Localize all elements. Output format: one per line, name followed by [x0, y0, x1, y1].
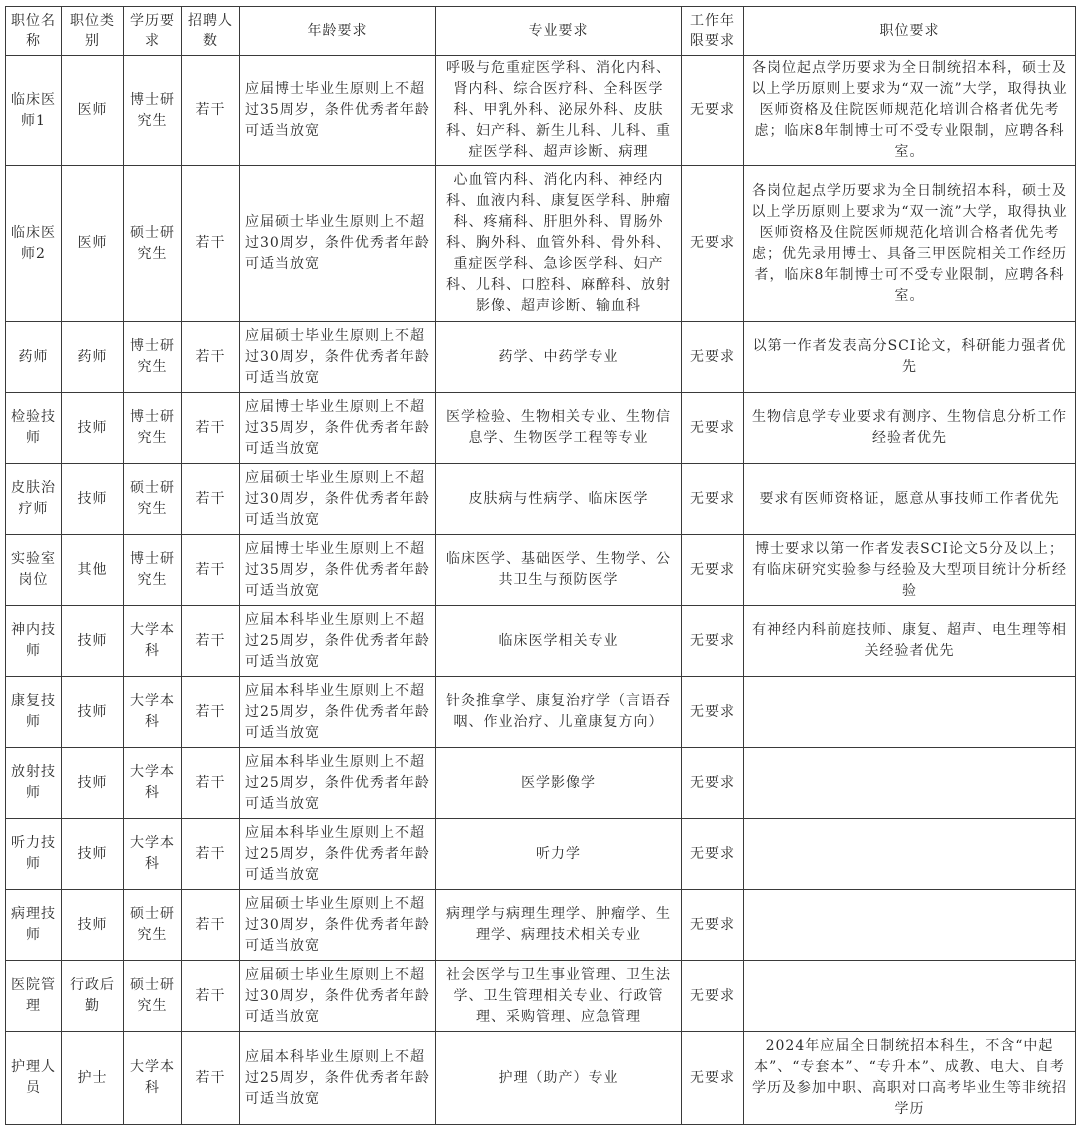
cell-experience-requirement: 无要求: [682, 961, 744, 1032]
cell-experience-requirement: 无要求: [682, 819, 744, 890]
cell-experience-requirement: 无要求: [682, 166, 744, 322]
cell-position-requirements: 生物信息学专业要求有测序、生物信息分析工作经验者优先: [744, 393, 1076, 464]
cell-position-category: 医师: [62, 56, 124, 166]
cell-position-requirements: [744, 748, 1076, 819]
table-row: [6, 1032, 1076, 1125]
header-position-category: 职位类别: [62, 7, 124, 56]
cell-position-requirements: 各岗位起点学历要求为全日制统招本科，硕士及以上学历原则上要求为“双一流”大学，取得执业医师资格及住院医师规范化培训合格者优先考虑；优先录用博士、具备三甲医院相关工作经历者，临床8年制博士可不受专业限制，应聘各科室。: [744, 166, 1076, 322]
cell-age-requirement: 应届本科毕业生原则上不超过25周岁，条件优秀者年龄可适当放宽: [240, 819, 436, 890]
cell-experience-requirement: 无要求: [682, 1032, 744, 1125]
header-experience-requirement: 工作年限要求: [682, 7, 744, 56]
cell-position-name: 医院管理: [6, 961, 62, 1032]
cell-age-requirement: 应届本科毕业生原则上不超过25周岁，条件优秀者年龄可适当放宽: [240, 748, 436, 819]
cell-position-category: 技师: [62, 677, 124, 748]
header-row: [6, 7, 1076, 56]
cell-experience-requirement: 无要求: [682, 393, 744, 464]
cell-major-requirement: 心血管内科、消化内科、神经内科、血液内科、康复医学科、肿瘤科、疼痛科、肝胆外科、胃肠外科、胸外科、血管外科、骨外科、重症医学科、急诊医学科、妇产科、儿科、口腔科、麻醉科、放射影像、超声诊断、输血科: [436, 166, 682, 322]
table-row: [6, 166, 1076, 322]
table-body: [6, 56, 1076, 1125]
cell-major-requirement: 临床医学、基础医学、生物学、公共卫生与预防医学: [436, 535, 682, 606]
cell-position-category: 技师: [62, 464, 124, 535]
cell-hiring-count: 若干: [182, 961, 240, 1032]
cell-position-requirements: 以第一作者发表高分SCI论文，科研能力强者优先: [744, 322, 1076, 393]
header-hiring-count: 招聘人数: [182, 7, 240, 56]
cell-hiring-count: 若干: [182, 535, 240, 606]
cell-position-category: 技师: [62, 393, 124, 464]
cell-position-requirements: 要求有医师资格证，愿意从事技师工作者优先: [744, 464, 1076, 535]
cell-hiring-count: 若干: [182, 56, 240, 166]
table-row: [6, 464, 1076, 535]
cell-position-name: 神内技师: [6, 606, 62, 677]
cell-position-category: 技师: [62, 819, 124, 890]
cell-major-requirement: 针灸推拿学、康复治疗学（言语吞咽、作业治疗、儿童康复方向）: [436, 677, 682, 748]
cell-major-requirement: 医学检验、生物相关专业、生物信息学、生物医学工程等专业: [436, 393, 682, 464]
cell-hiring-count: 若干: [182, 1032, 240, 1125]
table-row: [6, 961, 1076, 1032]
cell-experience-requirement: 无要求: [682, 535, 744, 606]
cell-experience-requirement: 无要求: [682, 890, 744, 961]
cell-position-requirements: [744, 819, 1076, 890]
cell-position-category: 技师: [62, 748, 124, 819]
cell-position-requirements: 2024年应届全日制统招本科生，不含“中起本”、“专套本”、“专升本”、成教、电大、自考学历及参加中职、高职对口高考毕业生等非统招学历: [744, 1032, 1076, 1125]
cell-age-requirement: 应届博士毕业生原则上不超过35周岁，条件优秀者年龄可适当放宽: [240, 393, 436, 464]
cell-position-category: 行政后勤: [62, 961, 124, 1032]
cell-experience-requirement: 无要求: [682, 677, 744, 748]
cell-position-name: 放射技师: [6, 748, 62, 819]
cell-age-requirement: 应届硕士毕业生原则上不超过30周岁，条件优秀者年龄可适当放宽: [240, 890, 436, 961]
cell-position-name: 病理技师: [6, 890, 62, 961]
cell-age-requirement: 应届硕士毕业生原则上不超过30周岁，条件优秀者年龄可适当放宽: [240, 166, 436, 322]
cell-major-requirement: 听力学: [436, 819, 682, 890]
cell-experience-requirement: 无要求: [682, 56, 744, 166]
cell-education: 硕士研究生: [124, 961, 182, 1032]
cell-position-category: 技师: [62, 890, 124, 961]
cell-position-category: 技师: [62, 606, 124, 677]
cell-education: 大学本科: [124, 748, 182, 819]
table-row: [6, 677, 1076, 748]
cell-major-requirement: 呼吸与危重症医学科、消化内科、肾内科、综合医疗科、全科医学科、甲乳外科、泌尿外科、皮肤科、妇产科、新生儿科、儿科、重症医学科、超声诊断、病理: [436, 56, 682, 166]
cell-education: 大学本科: [124, 606, 182, 677]
header-major-requirement: 专业要求: [436, 7, 682, 56]
cell-age-requirement: 应届本科毕业生原则上不超过25周岁，条件优秀者年龄可适当放宽: [240, 677, 436, 748]
cell-experience-requirement: 无要求: [682, 322, 744, 393]
cell-experience-requirement: 无要求: [682, 606, 744, 677]
cell-position-category: 护士: [62, 1032, 124, 1125]
recruitment-table: [5, 6, 1076, 1125]
recruitment-table-page: [5, 6, 1075, 1137]
cell-position-category: 其他: [62, 535, 124, 606]
cell-experience-requirement: 无要求: [682, 464, 744, 535]
cell-major-requirement: 药学、中药学专业: [436, 322, 682, 393]
header-position-requirements: 职位要求: [744, 7, 1076, 56]
cell-position-name: 临床医师1: [6, 56, 62, 166]
cell-education: 博士研究生: [124, 322, 182, 393]
cell-major-requirement: 病理学与病理生理学、肿瘤学、生理学、病理技术相关专业: [436, 890, 682, 961]
cell-position-requirements: [744, 890, 1076, 961]
cell-position-requirements: 各岗位起点学历要求为全日制统招本科，硕士及以上学历原则上要求为“双一流”大学，取得执业医师资格及住院医师规范化培训合格者优先考虑；临床8年制博士可不受专业限制，应聘各科室。: [744, 56, 1076, 166]
table-header: [6, 7, 1076, 56]
cell-position-name: 护理人员: [6, 1032, 62, 1125]
table-row: [6, 890, 1076, 961]
table-row: [6, 748, 1076, 819]
cell-major-requirement: 社会医学与卫生事业管理、卫生法学、卫生管理相关专业、行政管理、采购管理、应急管理: [436, 961, 682, 1032]
table-row: [6, 606, 1076, 677]
cell-major-requirement: 皮肤病与性病学、临床医学: [436, 464, 682, 535]
cell-major-requirement: 临床医学相关专业: [436, 606, 682, 677]
cell-position-requirements: 有神经内科前庭技师、康复、超声、电生理等相关经验者优先: [744, 606, 1076, 677]
cell-hiring-count: 若干: [182, 819, 240, 890]
cell-position-requirements: [744, 961, 1076, 1032]
cell-age-requirement: 应届博士毕业生原则上不超过35周岁，条件优秀者年龄可适当放宽: [240, 56, 436, 166]
cell-position-name: 皮肤治疗师: [6, 464, 62, 535]
cell-position-category: 药师: [62, 322, 124, 393]
cell-age-requirement: 应届博士毕业生原则上不超过35周岁，条件优秀者年龄可适当放宽: [240, 535, 436, 606]
cell-age-requirement: 应届硕士毕业生原则上不超过30周岁，条件优秀者年龄可适当放宽: [240, 464, 436, 535]
cell-major-requirement: 医学影像学: [436, 748, 682, 819]
table-row: [6, 819, 1076, 890]
cell-education: 硕士研究生: [124, 890, 182, 961]
cell-age-requirement: 应届硕士毕业生原则上不超过30周岁，条件优秀者年龄可适当放宽: [240, 961, 436, 1032]
cell-hiring-count: 若干: [182, 464, 240, 535]
cell-education: 硕士研究生: [124, 464, 182, 535]
cell-education: 硕士研究生: [124, 166, 182, 322]
cell-position-category: 医师: [62, 166, 124, 322]
cell-position-name: 实验室岗位: [6, 535, 62, 606]
cell-position-name: 临床医师2: [6, 166, 62, 322]
header-age-requirement: 年龄要求: [240, 7, 436, 56]
cell-age-requirement: 应届硕士毕业生原则上不超过30周岁，条件优秀者年龄可适当放宽: [240, 322, 436, 393]
cell-education: 博士研究生: [124, 535, 182, 606]
cell-age-requirement: 应届本科毕业生原则上不超过25周岁，条件优秀者年龄可适当放宽: [240, 606, 436, 677]
cell-education: 博士研究生: [124, 56, 182, 166]
cell-major-requirement: 护理（助产）专业: [436, 1032, 682, 1125]
cell-hiring-count: 若干: [182, 748, 240, 819]
header-position-name: 职位名称: [6, 7, 62, 56]
cell-hiring-count: 若干: [182, 890, 240, 961]
table-row: [6, 322, 1076, 393]
cell-position-name: 康复技师: [6, 677, 62, 748]
cell-experience-requirement: 无要求: [682, 748, 744, 819]
cell-hiring-count: 若干: [182, 166, 240, 322]
cell-position-requirements: 博士要求以第一作者发表SCI论文5分及以上；有临床研究实验参与经验及大型项目统计分析经验: [744, 535, 1076, 606]
cell-position-name: 检验技师: [6, 393, 62, 464]
cell-hiring-count: 若干: [182, 393, 240, 464]
cell-age-requirement: 应届本科毕业生原则上不超过25周岁，条件优秀者年龄可适当放宽: [240, 1032, 436, 1125]
table-row: [6, 393, 1076, 464]
header-education: 学历要求: [124, 7, 182, 56]
cell-position-name: 听力技师: [6, 819, 62, 890]
table-row: [6, 56, 1076, 166]
cell-hiring-count: 若干: [182, 606, 240, 677]
cell-position-requirements: [744, 677, 1076, 748]
cell-hiring-count: 若干: [182, 677, 240, 748]
cell-education: 大学本科: [124, 1032, 182, 1125]
cell-education: 博士研究生: [124, 393, 182, 464]
cell-hiring-count: 若干: [182, 322, 240, 393]
cell-education: 大学本科: [124, 819, 182, 890]
cell-position-name: 药师: [6, 322, 62, 393]
cell-education: 大学本科: [124, 677, 182, 748]
table-row: [6, 535, 1076, 606]
